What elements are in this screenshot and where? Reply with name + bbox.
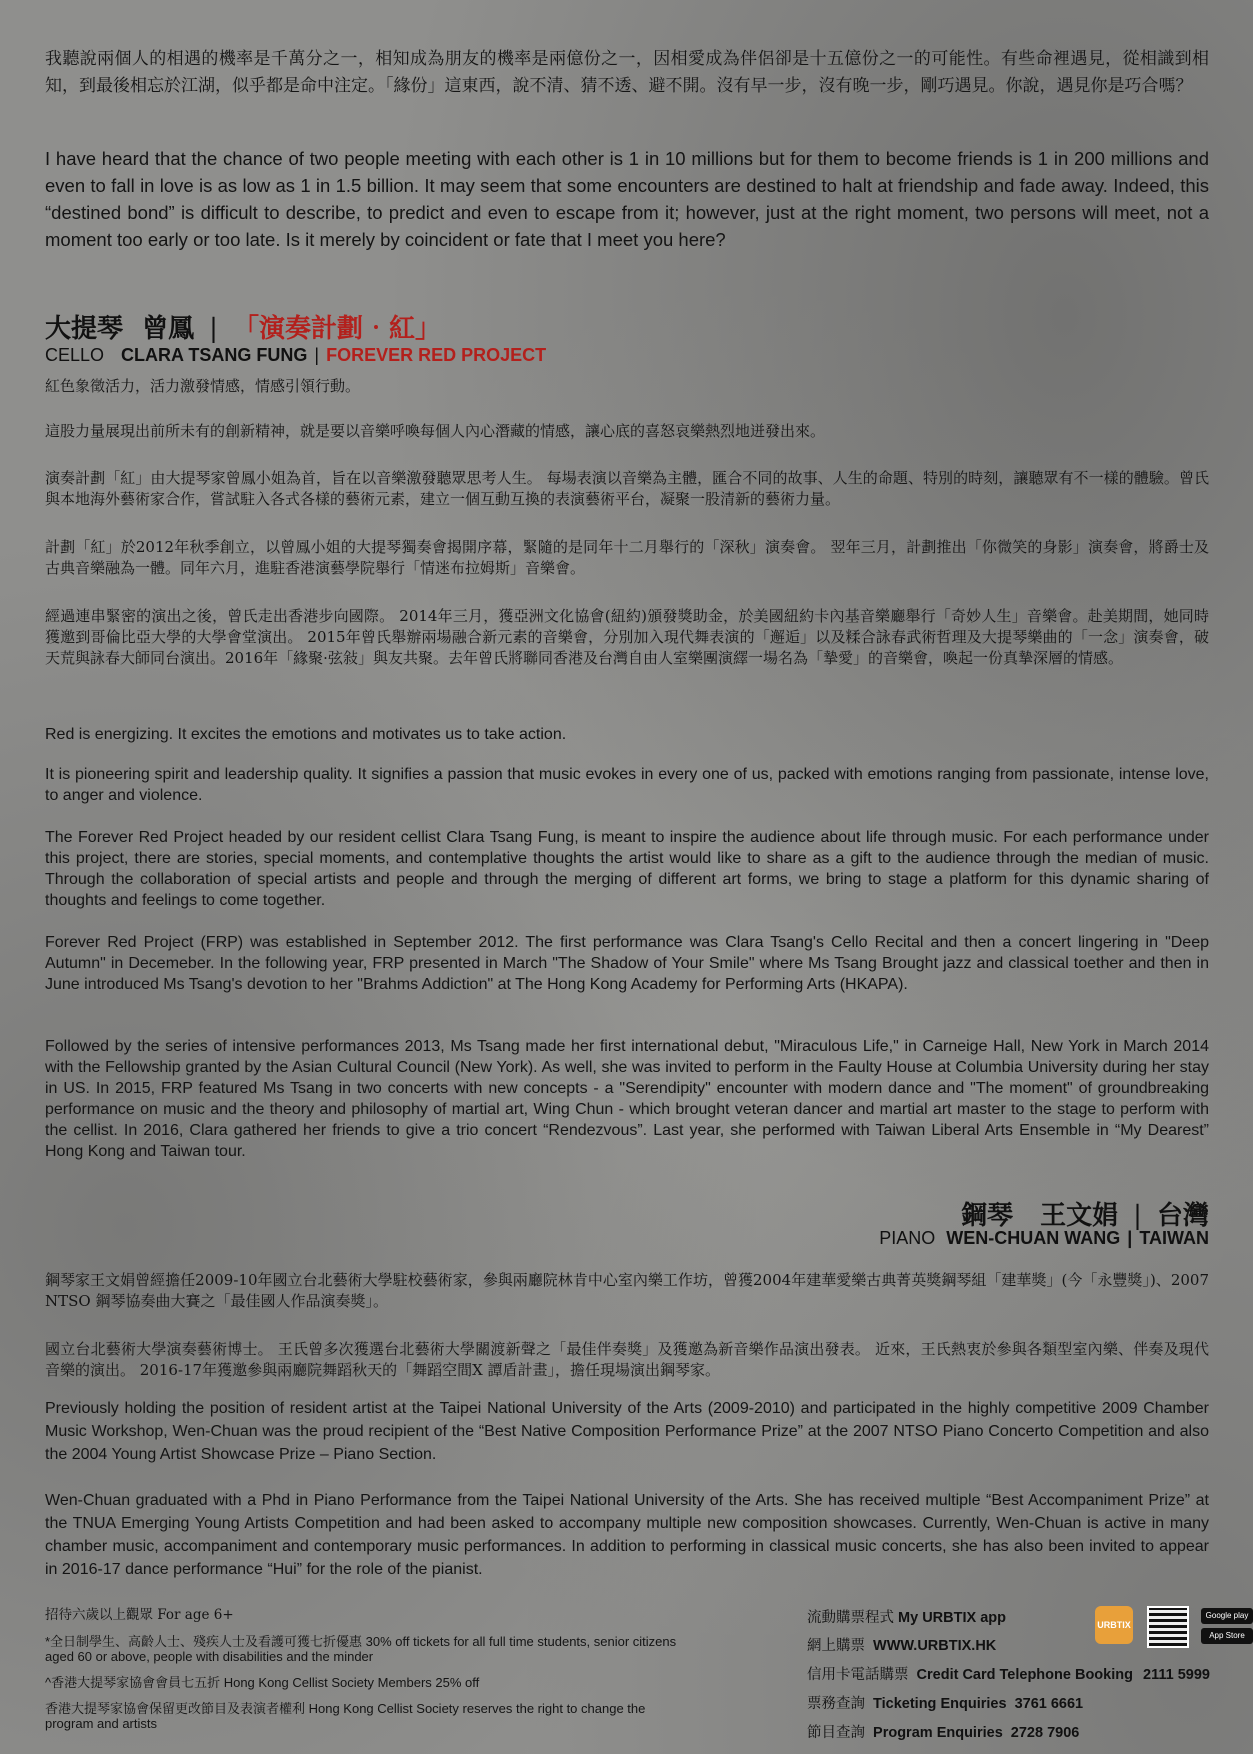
cello-role-en: CELLO bbox=[45, 345, 105, 365]
discount-note-2: ^香港大提琴家協會會員七五折 Hong Kong Cellist Society Members 25% off bbox=[45, 1675, 480, 1690]
piano-place-en: TAIWAN bbox=[1139, 1228, 1209, 1248]
piano-name-zh: 王文娟 bbox=[1040, 1201, 1119, 1231]
cello-zh-para-1: 紅色象徵活力，活力激發情感，情感引領行動。 bbox=[45, 377, 361, 395]
urbtix-app-icon[interactable]: URBTIX bbox=[1095, 1606, 1133, 1644]
credit-card-line: 信用卡電話購票 Credit Card Telephone Booking 2111 5999 bbox=[807, 1667, 1210, 1683]
cello-role-zh: 大提琴 bbox=[45, 314, 124, 344]
piano-sep-en: | bbox=[1127, 1228, 1133, 1248]
rights-note: 香港大提琴家協會保留更改節目及表演者權利 Hong Kong Cellist Society reserves the right to change the program and artists bbox=[45, 1701, 646, 1731]
cello-heading-english bbox=[45, 345, 546, 366]
cello-name-en: CLARA TSANG FUNG bbox=[121, 345, 308, 365]
piano-zh-para-1: 鋼琴家王文娟曾經擔任2009-10年國立台北藝術大學駐校藝術家，參與兩廳院林肯中心室內樂工作坊，曾獲2004年建華愛樂古典菁英獎鋼琴組「建華獎」(今「永豐獎」)、2007 NTSO 鋼琴協奏曲大賽之「最佳國人作品演奏獎」。 bbox=[45, 1271, 1209, 1310]
piano-role-zh: 鋼琴 bbox=[961, 1201, 1014, 1231]
age-note: 招待六歲以上觀眾 For age 6+ bbox=[45, 1607, 234, 1623]
cello-zh-para-3: 演奏計劃「紅」由大提琴家曾鳳小姐為首，旨在以音樂激發聽眾思考人生。 每場表演以音樂為主體，匯合不同的故事、人生的命題、特別的時刻，讓聽眾有不一樣的體驗。曾氏與本地海外藝術家合作，嘗試駐入各式各樣的藝術元素，建立一個互動互換的表演藝術平台，凝聚一股清新的藝術力量。 bbox=[45, 469, 1209, 508]
piano-name-en: WEN-CHUAN WANG bbox=[946, 1228, 1121, 1248]
qr-code-icon bbox=[1147, 1606, 1189, 1648]
program-enquiries-line: 節目查詢 Program Enquiries 2728 7906 bbox=[807, 1725, 1080, 1741]
cello-zh-para-2: 這股力量展現出前所未有的創新精神，就是要以音樂呼喚每個人內心潛藏的情感，讓心底的喜怒哀樂熱烈地迸發出來。 bbox=[45, 422, 826, 440]
cello-name-zh: 曾鳳 bbox=[142, 314, 195, 344]
piano-zh-para-2: 國立台北藝術大學演奏藝術博士。 王氏曾多次獲選台北藝術大學關渡新聲之「最佳伴奏獎」及獲邀為新音樂作品演出發表。 近來，王氏熱衷於參與各類型室內樂、伴奏及現代音樂的演出。 2016-17年獲邀參與兩廳院舞蹈秋天的「舞蹈空間X 譚盾計畫」，擔任現場演出鋼琴家。 bbox=[45, 1340, 1209, 1379]
cello-en-para-1: Red is energizing. It excites the emotions and motivates us to take action. bbox=[45, 726, 567, 743]
cello-project-en: FOREVER RED PROJECT bbox=[326, 345, 547, 365]
app-line: 流動購票程式 My URBTIX app bbox=[807, 1610, 1006, 1626]
piano-heading-chinese bbox=[961, 1195, 1209, 1232]
cello-en-para-2: It is pioneering spirit and leadership quality. It signifies a passion that music evokes in every one of us, packed with emotions ranging from passionate, intense love, to anger and violence. bbox=[45, 766, 1209, 804]
intro-chinese: 我聽說兩個人的相遇的機率是千萬分之一，相知成為朋友的機率是兩億份之一，因相愛成為伴侶卻是十五億份之一的可能性。有些命裡遇見，從相識到相知，到最後相忘於江湖，似乎都是命中注定。「緣份」這東西，說不清、猜不透、避不開。沒有早一步，沒有晚一步，剛巧遇見。你說，遇見你是巧合嗎？ bbox=[45, 49, 1209, 96]
web-line: 網上購票 WWW.URBTIX.HK bbox=[807, 1638, 997, 1654]
piano-en-para-2: Wen-Chuan graduated with a Phd in Piano Performance from the Taipei National University of the Arts. She has received multiple “Best Accompaniment Prize” at the TNUA Emerging Young Artists Competition and had been asked to accompany multiple new composition showcases. Currently, Wen-Chuan is active in many chamber music, accompaniment and contemporary music performances. In addition to performing in classical music concerts, she has also been invited to appear in 2016-17 dance performance “Hui” for the role of the pianist. bbox=[45, 1492, 1209, 1578]
cello-zh-para-5: 經過連串緊密的演出之後，曾氏走出香港步向國際。 2014年三月，獲亞洲文化協會(紐約)頒發獎助金，於美國紐約卡內基音樂廳舉行「奇妙人生」音樂會。赴美期間，她同時獲邀到哥倫比亞大學的大學會堂演出。 2015年曾氏舉辦兩場融合新元素的音樂會，分別加入現代舞表演的「邂逅」以及糅合詠春武術哲理及大提琴樂曲的「一念」演奏會，破天荒與詠春大師同台演出。2016年「緣聚·弦敍」與友共聚。去年曾氏將聯同香港及台灣自由人室樂團演繹一場名為「摯愛」的音樂會，喚起一份真摯深層的情感。 bbox=[45, 607, 1209, 667]
cello-en-para-3: The Forever Red Project headed by our resident cellist Clara Tsang Fung, is meant to inspire the audience about life through music. For each performance under this project, there are stories, special moments, and contemplative thoughts the artist would like to share as a gift to the audience through the median of music. Through the collaboration of special artists and people and through the merging of different art forms, we bring to stage a platform for this dynamic sharing of thoughts and feelings to come together. bbox=[45, 829, 1209, 909]
google-play-badge[interactable]: Google play bbox=[1201, 1608, 1253, 1624]
discount-note-1: *全日制學生、高齡人士、殘疾人士及看護可獲七折優惠 30% off tickets for all full time students, senior citizens aged 60 or above, people with disabilities and the minder bbox=[45, 1634, 677, 1664]
piano-heading-english bbox=[879, 1228, 1209, 1249]
brochure-page bbox=[45, 0, 1249, 1754]
intro-english: I have heard that the chance of two people meeting with each other is 1 in 10 millions but for them to become friends is 1 in 200 millions and even to fall in love is as low as 1 in 1.5 billion. It may seem that some encounters are destined to halt at friendship and fade away. Indeed, this “destined bond” is difficult to describe, to predict and even to escape from it; however, just at the right moment, two persons will meet, not a moment too early or too late. Is it merely by coincident or fate that I meet you here? bbox=[45, 148, 1209, 250]
cello-en-para-5: Followed by the series of intensive performances 2013, Ms Tsang made her first international debut, "Miraculous Life," in Carneige Hall, New York in March 2014 with the Fellowship granted by the Asian Cultural Council (New York). As well, she was invited to perform in the Faulty House at Columbia University during her stay in US. In 2015, FRP featured Ms Tsang in two concerts with new concepts - a "Serendipity" encounter with modern dance and "The moment" of groundbreaking performance on music and the theory and philosophy of martial art, Wing Chun - which brought veteran dancer and martial art master to the stage to perform with the cellist. In 2016, Clara gathered her friends to give a trio concert “Rendezvous”. Last year, she performed with Taiwan Liberal Arts Ensemble in “My Dearest” Hong Kong and Taiwan tour. bbox=[45, 1038, 1209, 1160]
cello-zh-para-4: 計劃「紅」於2012年秋季創立，以曾鳳小姐的大提琴獨奏會揭開序幕，緊隨的是同年十二月舉行的「深秋」演奏會。 翌年三月，計劃推出「你微笑的身影」演奏會，將爵士及古典音樂融為一體。同年六月，進駐香港演藝學院舉行「情迷布拉姆斯」音樂會。 bbox=[45, 538, 1209, 577]
piano-en-para-1: Previously holding the position of resident artist at the Taipei National University of the Arts (2009-2010) and participated in the highly competitive 2009 Chamber Music Workshop, Wen-Chuan was the proud recipient of the “Best Native Composition Performance Prize” at the 2007 NTSO Piano Concerto Competition and also the 2004 Young Artist Showcase Prize – Piano Section. bbox=[45, 1400, 1209, 1463]
piano-place-zh: 台灣 bbox=[1156, 1201, 1209, 1231]
cello-heading-chinese bbox=[45, 308, 441, 345]
urbtix-link[interactable]: WWW.URBTIX.HK bbox=[873, 1638, 997, 1654]
footer-notes bbox=[45, 1608, 685, 1731]
piano-sep-zh: | bbox=[1133, 1201, 1142, 1231]
app-store-badge[interactable]: App Store bbox=[1201, 1628, 1253, 1644]
cello-project-zh: 「演奏計劃‧紅」 bbox=[232, 314, 441, 344]
piano-role-en: PIANO bbox=[879, 1228, 936, 1248]
cello-sep-en: | bbox=[314, 345, 320, 365]
cello-sep-zh: | bbox=[209, 314, 218, 344]
ticketing-enquiries-line: 票務查詢 Ticketing Enquiries 3761 6661 bbox=[807, 1696, 1084, 1712]
cello-en-para-4: Forever Red Project (FRP) was established in September 2012. The first performance was Clara Tsang's Cello Recital and then a concert lingering in "Deep Autumn" in Decemeber. In the following year, FRP presented in March "The Shadow of Your Smile" where Ms Tsang Brought jazz and classical toether and then in June introduced Ms Tsang's devotion to her "Brahms Addiction" at The Hong Kong Academy for Performing Arts (HKAPA). bbox=[45, 934, 1209, 993]
